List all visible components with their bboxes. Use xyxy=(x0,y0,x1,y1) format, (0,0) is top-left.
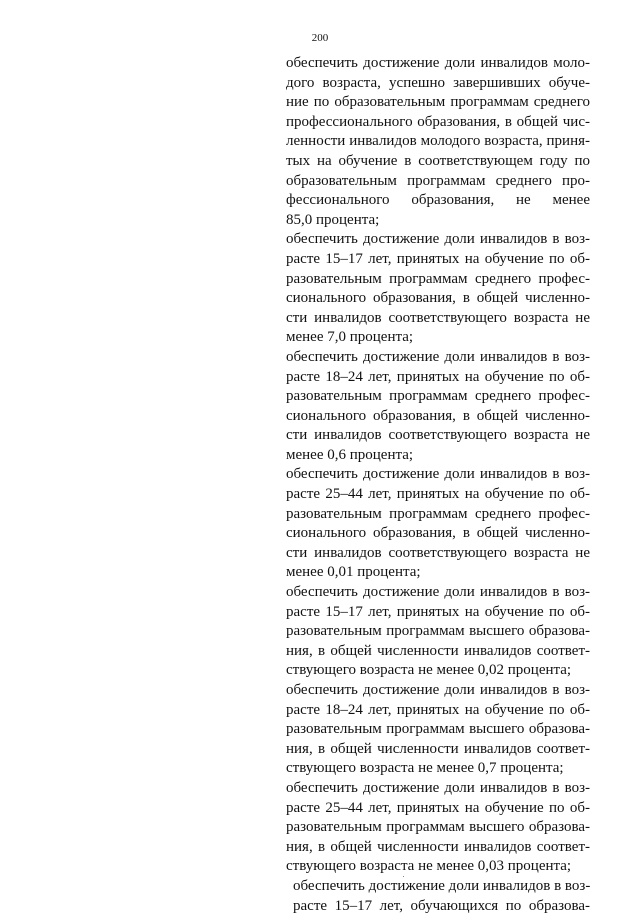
text-line: ствующего возраста не менее 0,03 процента; xyxy=(286,858,572,875)
text-line: расте 18–24 лет, принятых на обучение по об- xyxy=(286,701,590,718)
text-line: разовательным программам среднего профес- xyxy=(286,388,590,405)
text-line: расте 25–44 лет, принятых на обучение по об- xyxy=(286,799,590,816)
text-line: 85,0 процента; xyxy=(286,211,380,228)
text-line: менее 0,01 процента; xyxy=(286,564,421,581)
scan-speck xyxy=(403,876,404,877)
text-line: сионального образования, в общей численно- xyxy=(286,525,590,542)
text-line: сти инвалидов соответствующего возраста не xyxy=(286,427,590,444)
text-line: ния, в общей численности инвалидов соответ- xyxy=(286,642,590,659)
text-line: фессионального образования, не менее xyxy=(286,192,590,209)
text-line: обеспечить достижение доли инвалидов в воз- xyxy=(286,682,590,698)
text-line: менее 0,6 процента; xyxy=(286,446,414,463)
text-line: сионального образования, в общей численно- xyxy=(286,407,590,424)
text-line: расте 15–17 лет, обучающихся по образова- xyxy=(293,897,590,914)
text-line: сти инвалидов соответствующего возраста не xyxy=(286,544,590,561)
text-line: образовательным программам среднего про- xyxy=(286,172,590,189)
text-line: профессионального образования, в общей чис- xyxy=(286,113,590,130)
text-line: расте 18–24 лет, принятых на обучение по об- xyxy=(286,368,590,385)
text-line: ние по образовательным программам среднего xyxy=(286,94,590,111)
text-line: обеспечить достижение доли инвалидов в воз- xyxy=(286,779,590,796)
page-number: 200 xyxy=(311,32,329,44)
text-line: сионального образования, в общей численно- xyxy=(286,290,590,307)
text-line: разовательным программам среднего профес- xyxy=(286,270,590,287)
text-line: дого возраста, успешно завершивших обуче- xyxy=(286,74,590,91)
text-line: сти инвалидов соответствующего возраста не xyxy=(286,309,590,326)
text-line: ствующего возраста не менее 0,7 процента; xyxy=(286,760,564,777)
text-line: ствующего возраста не менее 0,02 процента; xyxy=(286,662,572,679)
text-line: обеспечить достижение доли инвалидов моло- xyxy=(286,55,590,71)
text-line: разовательным программам высшего образова- xyxy=(286,623,590,640)
text-line: обеспечить достижение доли инвалидов в воз- xyxy=(286,466,590,483)
text-line: обеспечить достижение доли инвалидов в воз- xyxy=(286,348,590,365)
text-line: разовательным программам высшего образова- xyxy=(286,721,590,738)
text-line: ния, в общей численности инвалидов соответ- xyxy=(286,838,590,855)
text-line: обеспечить достижение доли инвалидов в воз- xyxy=(286,231,590,248)
text-line: расте 15–17 лет, принятых на обучение по об- xyxy=(286,603,590,620)
text-line: расте 15–17 лет, принятых на обучение по об- xyxy=(286,250,590,267)
text-line: ния, в общей численности инвалидов соответ- xyxy=(286,740,590,757)
text-line: расте 25–44 лет, принятых на обучение по об- xyxy=(286,486,590,503)
text-line: менее 7,0 процента; xyxy=(286,329,414,346)
text-line: ленности инвалидов молодого возраста, приня- xyxy=(286,133,590,150)
text-line: обеспечить достижение доли инвалидов в воз- xyxy=(293,877,591,894)
body-text xyxy=(286,54,590,916)
text-line: обеспечить достижение доли инвалидов в воз- xyxy=(286,584,590,601)
text-line: тых на обучение в соответствующем году по xyxy=(286,152,590,169)
text-line: разовательным программам среднего профес- xyxy=(286,505,590,522)
text-line: разовательным программам высшего образова- xyxy=(286,819,590,836)
